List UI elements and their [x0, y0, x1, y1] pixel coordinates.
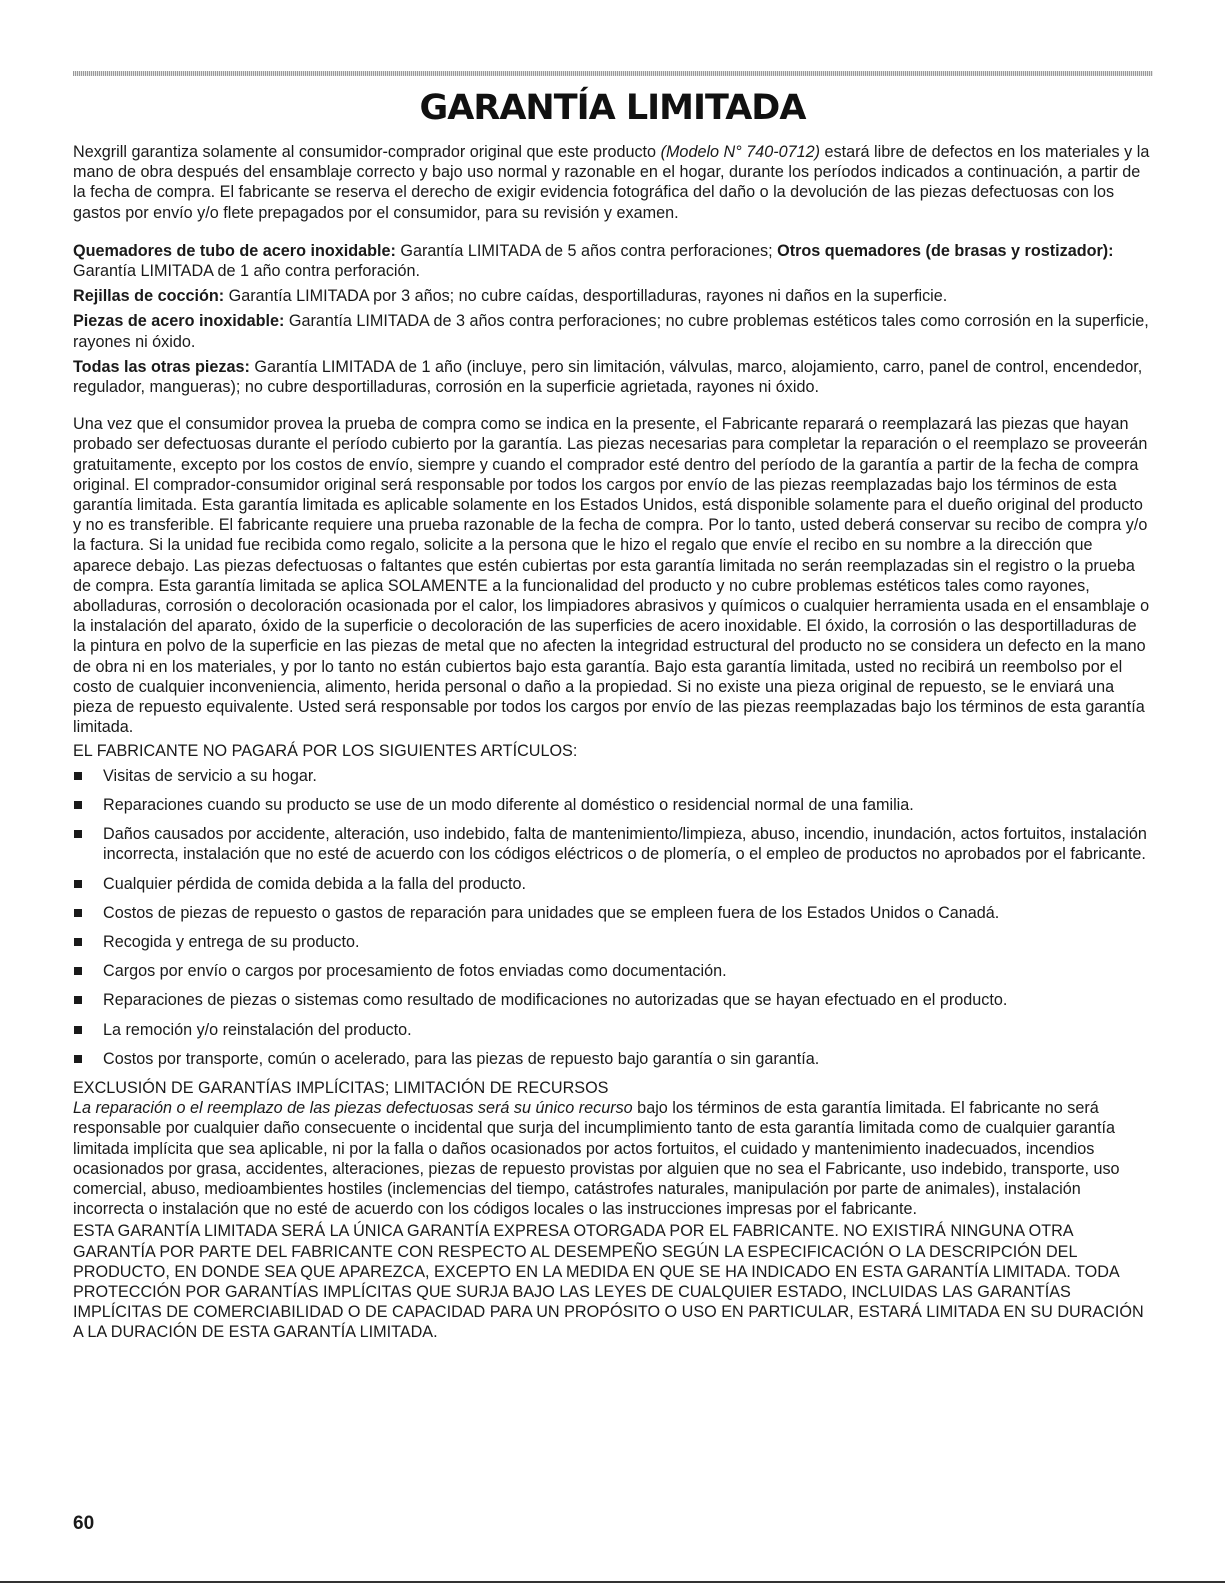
final-caps-paragraph: ESTA GARANTÍA LIMITADA SERÁ LA ÚNICA GARANTÍA EXPRESA OTORGADA POR EL FABRICANTE. NO EXISTIRÁ NINGUNA OTRA GARANTÍA POR PARTE DEL FABRICANTE CON RESPECTO AL DESEMPEÑO SEGÚN LA ESPECIFICACIÓN O LA DESCRIPCIÓN DEL PRODUCTO, EN DONDE SEA QUE APAREZCA, EXCEPTO EN LA MEDIDA EN QUE SE HA INDICADO EN ESTA GARANTÍA LIMITADA. TODA PROTECCIÓN POR GARANTÍAS IMPLÍCITAS QUE SURJA BAJO LAS LEYES DE CUALQUIER ESTADO, INCLUIDAS LAS GARANTÍAS IMPLÍCITAS DE COMERCIABILIDAD O DE CAPACIDAD PARA UN PROPÓSITO O USO EN PARTICULAR, ESTARÁ LIMITADA EN SU DURACIÓN A LA DURACIÓN DE ESTA GARANTÍA LIMITADA. — [73, 1222, 1144, 1342]
bullet-square-icon — [74, 830, 82, 838]
list-item: Daños causados por accidente, alteración, uso indebido, falta de mantenimiento/limpieza, abuso, incendio, inundación, actos fortuitos, instalación incorrecta, instalación que no esté de acuerdo con los códigos eléctricos o de plomería, o el empleo de productos no aprobados por el fabricante. — [73, 824, 1153, 864]
bullet-square-icon — [74, 1055, 82, 1063]
remedy-text: bajo los términos de esta garantía limitada. El fabricante no será responsable por cualquier daño consecuente o incidental que surja del incumplimiento tanto de esta garantía limitada como de cualquier garantía limitada implícita que sea aplicable, ni por la falla o daños ocasionados por actos fortuitos, el cuidado y mantenimiento inadecuados, incendios ocasionados por grasa, accidentes, alteraciones, piezas de repuesto provistas por alguien que no sea el Fabricante, uso indebido, transporte, uso comercial, abuso, medioambientes hostiles (inclemencias del tiempo, catástrofes naturales, manipulación por parte de animales), instalación incorrecta o instalación que no esté de acuerdo con los códigos locales o las instrucciones impresas por el fabricante. — [73, 1099, 1120, 1219]
list-item: Costos de piezas de repuesto o gastos de reparación para unidades que se empleen fuera de los Estados Unidos o Canadá. — [73, 903, 1153, 923]
list-item: Cualquier pérdida de comida debida a la falla del producto. — [73, 874, 1153, 894]
coverage-stainless — [73, 311, 1153, 351]
coverage-label: Piezas de acero inoxidable: — [73, 312, 285, 331]
footer-rule — [0, 1581, 1225, 1583]
list-item: Visitas de servicio a su hogar. — [73, 766, 1153, 786]
coverage-text: Garantía LIMITADA de 1 año contra perforación. — [73, 262, 421, 281]
list-item: Reparaciones cuando su producto se use de un modo diferente al doméstico o residencial normal de una familia. — [73, 795, 1153, 815]
intro-text: Nexgrill garantiza solamente al consumidor-comprador original que este producto — [73, 143, 661, 161]
exclusion-heading: EXCLUSIÓN DE GARANTÍAS IMPLÍCITAS; LIMITACIÓN DE RECURSOS — [73, 1078, 609, 1097]
coverage-label: Otros quemadores (de brasas y rostizador): — [777, 241, 1114, 260]
list-item: Costos por transporte, común o acelerado, para las piezas de repuesto bajo garantía o sin garantía. — [73, 1049, 1153, 1069]
bullet-square-icon — [74, 967, 82, 975]
coverage-label: Rejillas de cocción: — [73, 287, 225, 306]
coverage-grates — [73, 286, 1153, 306]
list-item: Recogida y entrega de su producto. — [73, 932, 1153, 952]
remedy-italic: La reparación o el reemplazo de las piezas defectuosas será su único recurso — [73, 1099, 633, 1118]
bullet-square-icon — [74, 996, 82, 1004]
coverage-label: Quemadores de tubo de acero inoxidable: — [73, 241, 396, 260]
bullet-square-icon — [74, 880, 82, 888]
bullet-square-icon — [74, 801, 82, 809]
intro-paragraph — [73, 142, 1153, 223]
coverage-burners — [73, 241, 1153, 281]
coverage-text: Garantía LIMITADA de 1 año (incluye, pero sin limitación, válvulas, marco, alojamiento, carro, panel de control, encendedor, regulador, mangueras); no cubre desportilladuras, corrosión en la superficie agrietada, rayones ni óxido. — [73, 357, 1143, 397]
page-number: 60 — [73, 1513, 95, 1534]
coverage-text: Garantía LIMITADA de 3 años contra perforaciones; no cubre problemas estéticos tales como corrosión en la superficie, rayones ni óxido. — [73, 312, 1149, 351]
main-paragraph: Una vez que el consumidor provea la prueba de compra como se indica en la presente, el Fabricante reparará o reemplazará las piezas que hayan probado ser defectuosas durante el período cubierto por la garantía. Las piezas necesarias para completar la reparación o el reemplazo se proveerán gratuitamente, excepto por los costos de envío, siempre y cuando el comprador esté dentro del período de la garantía a partir de la fecha de compra original. El comprador-consumidor original será responsable por todos los cargos por envío de las piezas reemplazadas bajo los términos de esta garantía limitada. Esta garantía limitada es aplicable solamente en los Estados Unidos, está disponible solamente para el dueño original del producto y no es transferible. El fabricante requiere una prueba razonable de la fecha de compra. Por lo tanto, usted deberá conservar su recibo de compra y/o la factura. Si la unidad fue recibida como regalo, solicite a la persona que le hizo el regalo que envíe el recibo en su nombre a la dirección que aparece debajo. Las piezas defectuosas o faltantes que estén cubiertas por esta garantía limitada no serán reemplazadas sin el registro o la prueba de compra. Esta garantía limitada se aplica SOLAMENTE a la funcionalidad del producto y no cubre problemas estéticos tales como rayones, abolladuras, corrosión o decoloración ocasionada por el calor, los limpiadores abrasivos y químicos o cualquier herramienta usada en el ensamblaje o la instalación del aparato, óxido de la superficie o decoloración de las superficies de acero inoxidable. El óxido, la corrosión o las desportilladuras de la pintura en polvo de la superficie en las piezas de metal que no afecten la integridad estructural del producto no se considera un defecto en la mano de obra ni en los materiales, y por lo tanto no están cubiertos bajo esta garantía. Bajo esta garantía limitada, usted no recibirá un reembolso por el costo de cualquier inconveniencia, alimento, herida personal o daño a la propiedad. Si no existe una pieza original de repuesto, se le enviará una pieza de repuesto equivalente. Usted será responsable por todos los cargos por envío de las piezas reemplazadas bajo los términos de esta garantía limitada. — [73, 415, 1150, 737]
bullet-square-icon — [74, 1026, 82, 1034]
coverage-text: Garantía LIMITADA por 3 años; no cubre caídas, desportilladuras, rayones ni daños en la superficie. — [224, 287, 948, 306]
not-pay-heading: EL FABRICANTE NO PAGARÁ POR LOS SIGUIENTES ARTÍCULOS: — [73, 742, 578, 761]
coverage-text: Garantía LIMITADA de 5 años contra perforaciones; — [395, 241, 778, 260]
header-rule — [73, 71, 1153, 76]
exclusion-list — [73, 766, 1153, 1069]
list-item: La remoción y/o reinstalación del producto. — [73, 1020, 1153, 1040]
coverage-label: Todas las otras piezas: — [73, 357, 250, 376]
page-title: GARANTÍA LIMITADA — [419, 88, 806, 128]
document-body — [73, 142, 1153, 1343]
remedy-paragraph — [73, 1098, 1153, 1219]
bullet-square-icon — [74, 938, 82, 946]
bullet-square-icon — [74, 909, 82, 917]
bullet-square-icon — [74, 772, 82, 780]
list-item: Cargos por envío o cargos por procesamiento de fotos enviadas como documentación. — [73, 961, 1153, 981]
list-item: Reparaciones de piezas o sistemas como resultado de modificaciones no autorizadas que se hayan efectuado en el producto. — [73, 990, 1153, 1010]
model-number: (Modelo N° 740-0712) — [660, 143, 821, 161]
coverage-other — [73, 357, 1153, 397]
intro-text-cont: estará libre de defectos en los materiales y la mano de obra después del ensamblaje correcto y bajo uso normal y razonable en el hogar, durante los períodos indicados a continuación, a partir de la fecha de compra. El fabricante se reserva el derecho de exigir evidencia fotográfica del daño o la devolución de las piezas defectuosas con los gastos por envío y/o flete prepagados por el consumidor, para su revisión y examen. — [73, 143, 1150, 222]
